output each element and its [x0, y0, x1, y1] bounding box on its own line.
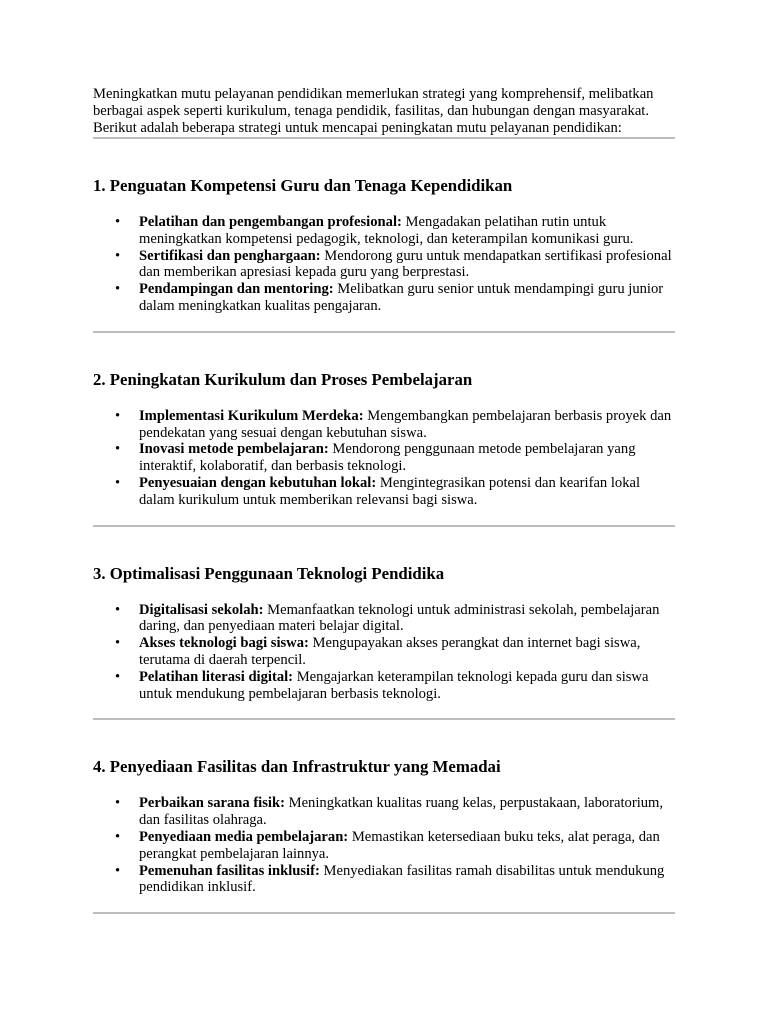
- bullet-icon: •: [115, 407, 121, 424]
- section-title: 3. Optimalisasi Penggunaan Teknologi Pendidika: [93, 563, 445, 583]
- bullet-icon: •: [115, 601, 121, 618]
- intro-paragraph: Meningkatkan mutu pelayanan pendidikan memerlukan strategi yang komprehensif, melibatkan berbagai aspek seperti kurikulum, tenaga pendidik, fasilitas, dan hubungan dengan masyarakat. Berikut adalah beberapa strategi untuk mencapai peningkatan mutu pelayanan pendidikan:: [93, 86, 654, 136]
- item-term: Implementasi Kurikulum Merdeka:: [139, 407, 364, 424]
- item-term: Pelatihan literasi digital:: [139, 668, 294, 685]
- section-title: 1. Penguatan Kompetensi Guru dan Tenaga Kependidikan: [93, 176, 513, 195]
- section-4: [93, 757, 675, 914]
- section-divider: [93, 912, 675, 914]
- bullet-list: [93, 795, 675, 896]
- list-item: [93, 408, 675, 442]
- list-item: [93, 669, 675, 703]
- item-text: Mendorong guru untuk mendapatkan sertifikasi profesional dan memberikan apresiasi kepada guru yang berprestasi.: [139, 247, 672, 281]
- section-1: [93, 176, 675, 333]
- item-text: Memanfaatkan teknologi untuk administrasi sekolah, pembelajaran daring, dan penyediaan materi belajar digital.: [139, 601, 660, 635]
- bullet-icon: •: [115, 441, 121, 458]
- list-item: [93, 248, 675, 282]
- item-text: Mengajarkan keterampilan teknologi kepada guru dan siswa untuk mendukung pembelajaran berbasis teknologi.: [139, 668, 649, 702]
- item-term: Penyesuaian dengan kebutuhan lokal:: [139, 474, 377, 491]
- document-page: [93, 86, 675, 914]
- list-item: [93, 214, 675, 248]
- item-term: Pelatihan dan pengembangan profesional:: [139, 214, 402, 230]
- bullet-list: [93, 214, 675, 315]
- section-2: [93, 370, 675, 527]
- item-term: Akses teknologi bagi siswa:: [139, 635, 309, 652]
- bullet-icon: •: [115, 795, 121, 812]
- bullet-icon: •: [115, 247, 121, 264]
- list-item: [93, 829, 675, 863]
- list-item: [93, 475, 675, 509]
- item-term: Pendampingan dan mentoring:: [139, 281, 334, 298]
- sections-container: [93, 176, 675, 914]
- item-text: Meningkatkan kualitas ruang kelas, perpustakaan, laboratorium, dan fasilitas olahraga.: [139, 795, 664, 829]
- bullet-icon: •: [115, 635, 121, 652]
- list-item: [93, 602, 675, 636]
- section-divider: [93, 137, 675, 139]
- item-text: Memastikan ketersediaan buku teks, alat peraga, dan perangkat pembelajaran lainnya.: [139, 828, 660, 862]
- list-item: [93, 863, 675, 897]
- item-text: Melibatkan guru senior untuk mendampingi guru junior dalam meningkatkan kualitas pengajaran.: [139, 281, 664, 314]
- list-item: [93, 281, 675, 315]
- item-text: Mengembangkan pembelajaran berbasis proyek dan pendekatan yang sesuai dengan kebutuhan siswa.: [139, 407, 672, 441]
- section-divider: [93, 718, 675, 720]
- bullet-icon: •: [115, 474, 121, 491]
- list-item: [93, 635, 675, 669]
- item-text: Menyediakan fasilitas ramah disabilitas untuk mendukung pendidikan inklusif.: [139, 862, 665, 896]
- bullet-icon: •: [115, 281, 121, 298]
- section-divider: [93, 331, 675, 333]
- section-title: 4. Penyediaan Fasilitas dan Infrastruktur yang Memadai: [93, 757, 501, 777]
- item-text: Mengadakan pelatihan rutin untuk meningkatkan kompetensi pedagogik, teknologi, dan keterampilan komunikasi guru.: [139, 214, 634, 247]
- list-item: [93, 441, 675, 475]
- item-text: Mendorong penggunaan metode pembelajaran yang interaktif, kolaboratif, dan berbasis teknologi.: [139, 441, 636, 475]
- bullet-list: [93, 602, 675, 703]
- list-item: [93, 795, 675, 829]
- item-term: Penyediaan media pembelajaran:: [139, 828, 349, 845]
- item-text: Mengintegrasikan potensi dan kearifan lokal dalam kurikulum untuk memberikan relevansi bagi siswa.: [139, 474, 641, 508]
- bullet-icon: •: [115, 828, 121, 845]
- item-term: Digitalisasi sekolah:: [139, 601, 264, 618]
- bullet-icon: •: [115, 668, 121, 685]
- bullet-icon: •: [115, 862, 121, 879]
- bullet-list: [93, 408, 675, 509]
- item-text: Mengupayakan akses perangkat dan internet bagi siswa, terutama di daerah terpencil.: [139, 635, 641, 668]
- bullet-icon: •: [115, 214, 121, 230]
- section-divider: [93, 525, 675, 527]
- item-term: Pemenuhan fasilitas inklusif:: [139, 862, 320, 879]
- item-term: Sertifikasi dan penghargaan:: [139, 247, 321, 264]
- item-term: Inovasi metode pembelajaran:: [139, 441, 329, 458]
- item-term: Perbaikan sarana fisik:: [139, 795, 285, 812]
- section-title: 2. Peningkatan Kurikulum dan Proses Pembelajaran: [93, 369, 473, 389]
- section-3: [93, 564, 675, 721]
